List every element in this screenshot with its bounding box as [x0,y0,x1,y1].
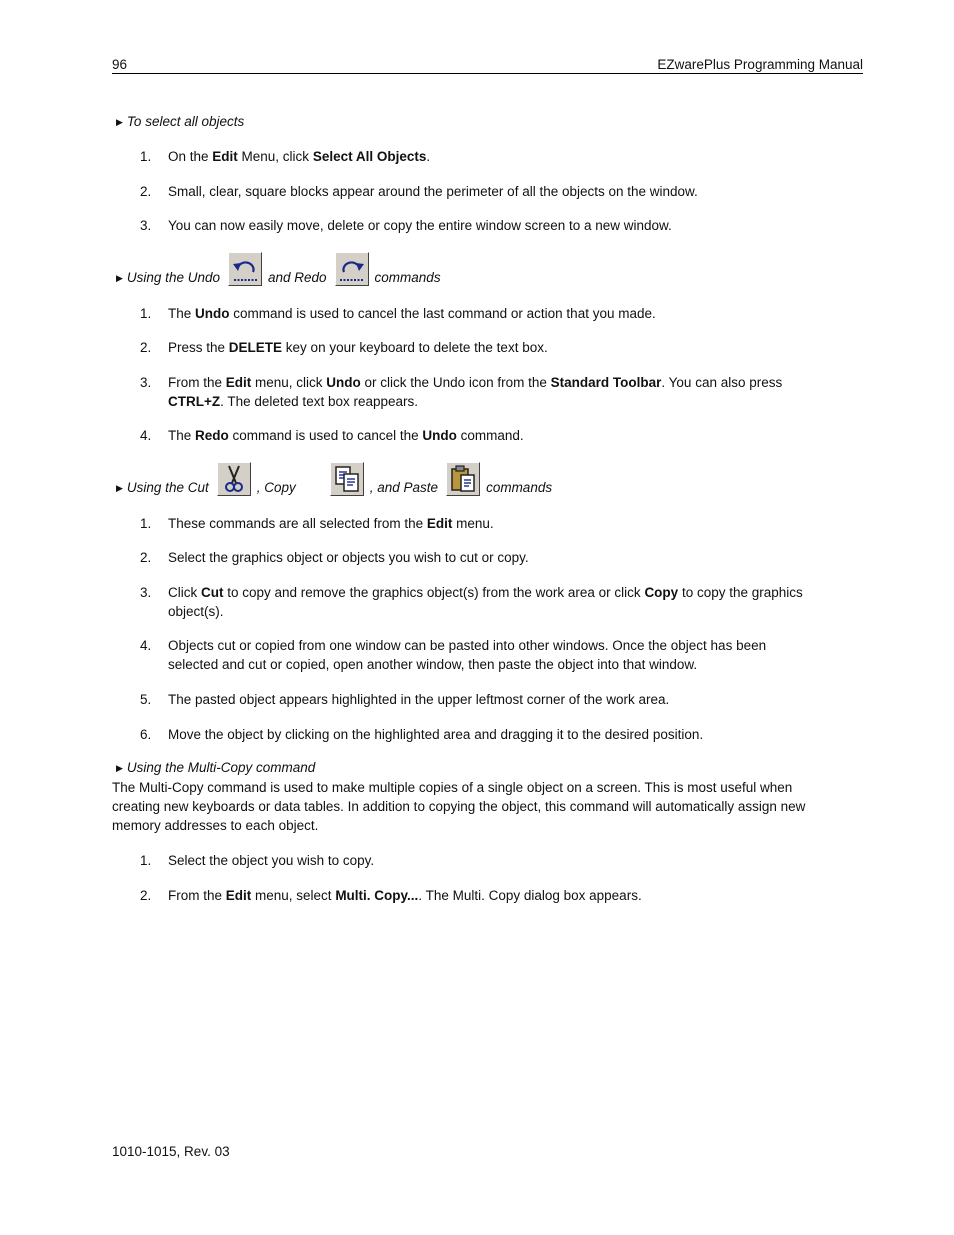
list-item: 5. The pasted object appears highlighted in the upper leftmost corner of the work area. [140,692,670,707]
list-item: 1. These commands are all selected from the Edit menu. [140,516,494,531]
page-header [112,56,863,74]
list-item: 2. From the Edit menu, select Multi. Copy.... The Multi. Copy dialog box appears. [140,888,642,903]
page-number: 96 [112,57,128,72]
list-item: 4. Objects cut or copied from one window can be pasted into other windows. Once the object has been selected and cut or copied, open another window, then paste the object into that window. [140,638,767,672]
list-item: 2. Press the DELETE key on your keyboard to delete the text box. [140,340,548,355]
list-item: 2. Small, clear, square blocks appear around the perimeter of all the objects on the window. [140,184,698,199]
triangle-bullet-icon: ▶ [116,117,123,127]
triangle-bullet-icon: ▶ [116,483,123,493]
multi-copy-intro: The Multi-Copy command is used to make multiple copies of a single object on a screen. This is most useful when creating new keyboards or data tables. In addition to copying the object, this command will automatically assign new memory addresses to each object. [112,780,806,833]
list-item: 1. The Undo command is used to cancel the last command or action that you made. [140,306,656,321]
procedure-heading-undo-redo: ▶ Using the Undo and Redo commands [116,252,441,286]
paste-icon [446,462,480,496]
cut-icon [217,462,251,496]
list-item: 4. The Redo command is used to cancel the Undo command. [140,428,524,443]
triangle-bullet-icon: ▶ [116,273,123,283]
procedure-heading-select-all: ▶ To select all objects [116,114,245,129]
list-item: 3. You can now easily move, delete or copy the entire window screen to a new window. [140,218,672,233]
procedure-heading-cut-copy-paste: ▶ Using the Cut , Copy , and Paste commands [116,462,552,496]
redo-icon [335,252,369,286]
list-item: 1. Select the object you wish to copy. [140,853,375,868]
undo-icon [228,252,262,286]
procedure-heading-multi-copy: ▶ Using the Multi-Copy command [116,760,316,775]
list-item: 2. Select the graphics object or objects you wish to cut or copy. [140,550,529,565]
list-item: 3. From the Edit menu, click Undo or click the Undo icon from the Standard Toolbar. You can also press CTRL+Z. The deleted text box reappears. [140,375,783,409]
copy-icon [330,462,364,496]
list-item: 1. On the Edit Menu, click Select All Objects. [140,149,431,164]
manual-title: EZwarePlus Programming Manual [657,57,863,72]
triangle-bullet-icon: ▶ [116,763,123,773]
list-item: 3. Click Cut to copy and remove the graphics object(s) from the work area or click Copy to copy the graphics object(s). [140,585,803,619]
page-footer: 1010-1015, Rev. 03 [112,1144,230,1159]
list-item: 6. Move the object by clicking on the highlighted area and dragging it to the desired position. [140,727,704,742]
